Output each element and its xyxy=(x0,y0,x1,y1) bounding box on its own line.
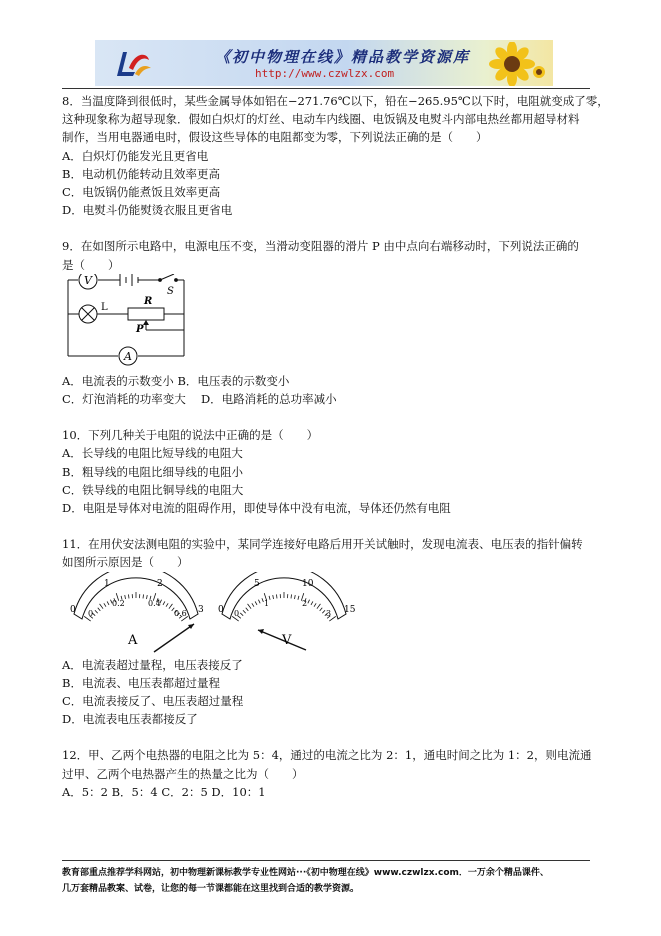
dial-tick xyxy=(252,603,254,606)
question-8-option-c: C．电饭锅仍能煮饭且效率更高 xyxy=(62,185,221,200)
question-10 xyxy=(62,426,592,517)
question-11-line-2: 如图所示原因是（ ） xyxy=(62,555,189,570)
dial-tick xyxy=(311,601,313,605)
dial-tick xyxy=(248,603,252,608)
footer-rule xyxy=(62,860,590,861)
sunflower-icon xyxy=(477,42,547,86)
question-8-line-3: 制作，当用电器通电时，假设这些导体的电阻都变为零，下列说法正确的是（ ） xyxy=(62,130,488,145)
question-9-line-2: 是（ ） xyxy=(62,257,120,272)
resistor-label: R xyxy=(144,295,153,307)
dial-tick xyxy=(322,610,325,613)
question-10-option-d: D．电阻是导体对电流的阻碍作用，即使导体中没有电流，导体还仍然有电阻 xyxy=(62,501,451,516)
dial-tick xyxy=(308,599,310,603)
ammeter-inner-tick-1: 0.2 xyxy=(112,598,125,608)
voltmeter-outer-tick-1: 5 xyxy=(254,578,260,589)
dial-tick xyxy=(246,607,249,610)
switch-label: S xyxy=(167,285,174,297)
voltmeter-inner-tick-3: 3 xyxy=(326,608,332,618)
question-10-option-b: B．粗导线的电阻比细导线的电阻小 xyxy=(62,464,243,479)
voltmeter-inner-tick-1: 1 xyxy=(264,598,270,608)
dial-tick xyxy=(314,603,316,606)
question-9-line-1: 9．在如图所示电路中，电源电压不变，当滑动变阻器的滑片 P 由中点向右端移动时，下列说法正确的 xyxy=(62,239,579,254)
dial-tick xyxy=(98,607,101,610)
question-8-option-b: B．电动机仍能转动且效率更高 xyxy=(62,166,220,181)
voltmeter-inner-tick-0: 0 xyxy=(234,608,240,618)
dial-tick xyxy=(128,594,129,598)
question-11-option-a: A．电流表超过量程，电压表接反了 xyxy=(62,657,243,672)
dial-tick xyxy=(169,603,173,608)
voltmeter-symbol: V xyxy=(84,273,92,287)
question-10-option-c: C．铁导线的电阻比铜导线的电阻大 xyxy=(62,482,244,497)
voltmeter-dial xyxy=(218,572,356,650)
voltmeter-outer-tick-0: 0 xyxy=(218,604,224,615)
ammeter-outer-tick-0: 0 xyxy=(70,604,76,615)
meters-figure xyxy=(62,572,382,656)
question-12-line-2: 过甲、乙两个电热器产生的热量之比为（ ） xyxy=(62,766,304,781)
site-logo-icon xyxy=(113,46,153,80)
site-url: http://www.czwlzx.com xyxy=(255,67,395,80)
question-11-option-c: C．电流表接反了、电压表超过量程 xyxy=(62,694,244,709)
dial-tick xyxy=(95,610,98,613)
dial-tick xyxy=(255,601,257,605)
question-11-option-b: B．电流表、电压表都超过量程 xyxy=(62,675,220,690)
ammeter-outer-tick-1: 1 xyxy=(104,578,110,589)
dial-tick xyxy=(104,603,106,606)
dial-tick xyxy=(269,596,270,600)
voltmeter-outer-tick-2: 10 xyxy=(302,578,314,589)
question-8-option-d: D．电熨斗仍能熨烫衣服且更省电 xyxy=(62,203,233,218)
question-8 xyxy=(62,92,609,219)
dial-tick xyxy=(276,594,277,598)
ammeter-pointer xyxy=(154,624,194,652)
question-9-option-cd: C．灯泡消耗的功率变大 D．电路消耗的总功率减小 xyxy=(62,392,337,407)
dial-tick xyxy=(166,603,168,606)
dial-tick xyxy=(100,603,104,608)
dial-tick xyxy=(258,599,260,603)
voltmeter-inner-tick-2: 2 xyxy=(302,598,308,608)
question-12-line-1: 12．甲、乙两个电热器的电阻之比为 5：4，通过的电流之比为 2：1，通电时间之比为 1：2，则电流通 xyxy=(62,748,592,763)
ammeter-outer-tick-3: 3 xyxy=(198,604,204,615)
question-10-option-a: A．长导线的电阻比短导线的电阻大 xyxy=(62,446,243,461)
question-10-line-1: 10．下列几种关于电阻的说法中正确的是（ ） xyxy=(62,428,319,443)
header-rule xyxy=(62,88,590,89)
dial-tick xyxy=(320,607,323,610)
dial-tick xyxy=(291,594,292,598)
question-11 xyxy=(62,535,592,728)
site-title: 《初中物理在线》精品教学资源库 xyxy=(215,48,471,66)
ammeter-symbol: A xyxy=(124,349,132,363)
question-11-option-d: D．电流表电压表都接反了 xyxy=(62,712,198,727)
dial-tick xyxy=(317,603,321,608)
dial-tick xyxy=(163,601,165,605)
question-8-option-a: A．白炽灯仍能发光且更省电 xyxy=(62,148,209,163)
ammeter-inner-tick-0: 0 xyxy=(88,608,94,618)
dial-tick xyxy=(143,594,144,598)
dial-tick xyxy=(107,601,109,605)
dial-tick xyxy=(294,595,295,599)
question-11-line-1: 11．在用伏安法测电阻的实验中，某同学连接好电路后用开关试触时，发现电流表、电压表的指针偏转 xyxy=(62,537,583,552)
ammeter-outer-tick-2: 2 xyxy=(157,578,163,589)
voltmeter-outer-tick-3: 15 xyxy=(344,604,356,615)
question-9 xyxy=(62,237,592,408)
dial-tick xyxy=(125,595,126,599)
slider-label: P xyxy=(136,323,144,335)
footer-line-1: 教育部重点推荐学科网站，初中物理新课标教学专业性网站···《初中物理在线》www.czwlzx.com．一万余个精品课件、 xyxy=(62,868,549,878)
dial-tick xyxy=(240,613,243,616)
question-list xyxy=(62,92,609,801)
voltmeter-symbol: V xyxy=(282,632,292,648)
circuit-diagram xyxy=(64,274,204,366)
question-8-line-1: 8．当温度降到很低时，某些金属导体如铝在−271.76℃以下，铅在−265.95℃以下时，电阻就变成了零， xyxy=(62,94,609,108)
dial-tick xyxy=(273,595,274,599)
question-12-options: A．5：2 B．5：4 C．2：5 D．10：1 xyxy=(62,784,266,799)
question-8-line-2: 这种现象称为超导现象．假如白炽灯的灯丝、电动车内线圈、电饭锅及电熨斗内部电热丝都用超导材料 xyxy=(62,112,580,127)
question-9-option-ab: A．电流表的示数变小 B．电压表的示数变小 xyxy=(62,373,290,388)
ammeter-symbol: A xyxy=(128,632,138,648)
header-banner xyxy=(95,40,553,86)
footer-line-2: 几万套精品教案、试卷，让您的每一节课都能在这里找到合适的教学资源。 xyxy=(62,884,360,894)
question-12 xyxy=(62,746,592,801)
dial-tick xyxy=(298,596,299,600)
page-footer xyxy=(62,865,592,897)
dial-tick xyxy=(243,610,246,613)
lamp-label: L xyxy=(101,301,108,313)
ammeter-inner-tick-3: 0.6 xyxy=(174,608,187,618)
ammeter-inner-tick-2: 0.4 xyxy=(148,598,161,608)
ammeter-dial xyxy=(70,572,204,652)
